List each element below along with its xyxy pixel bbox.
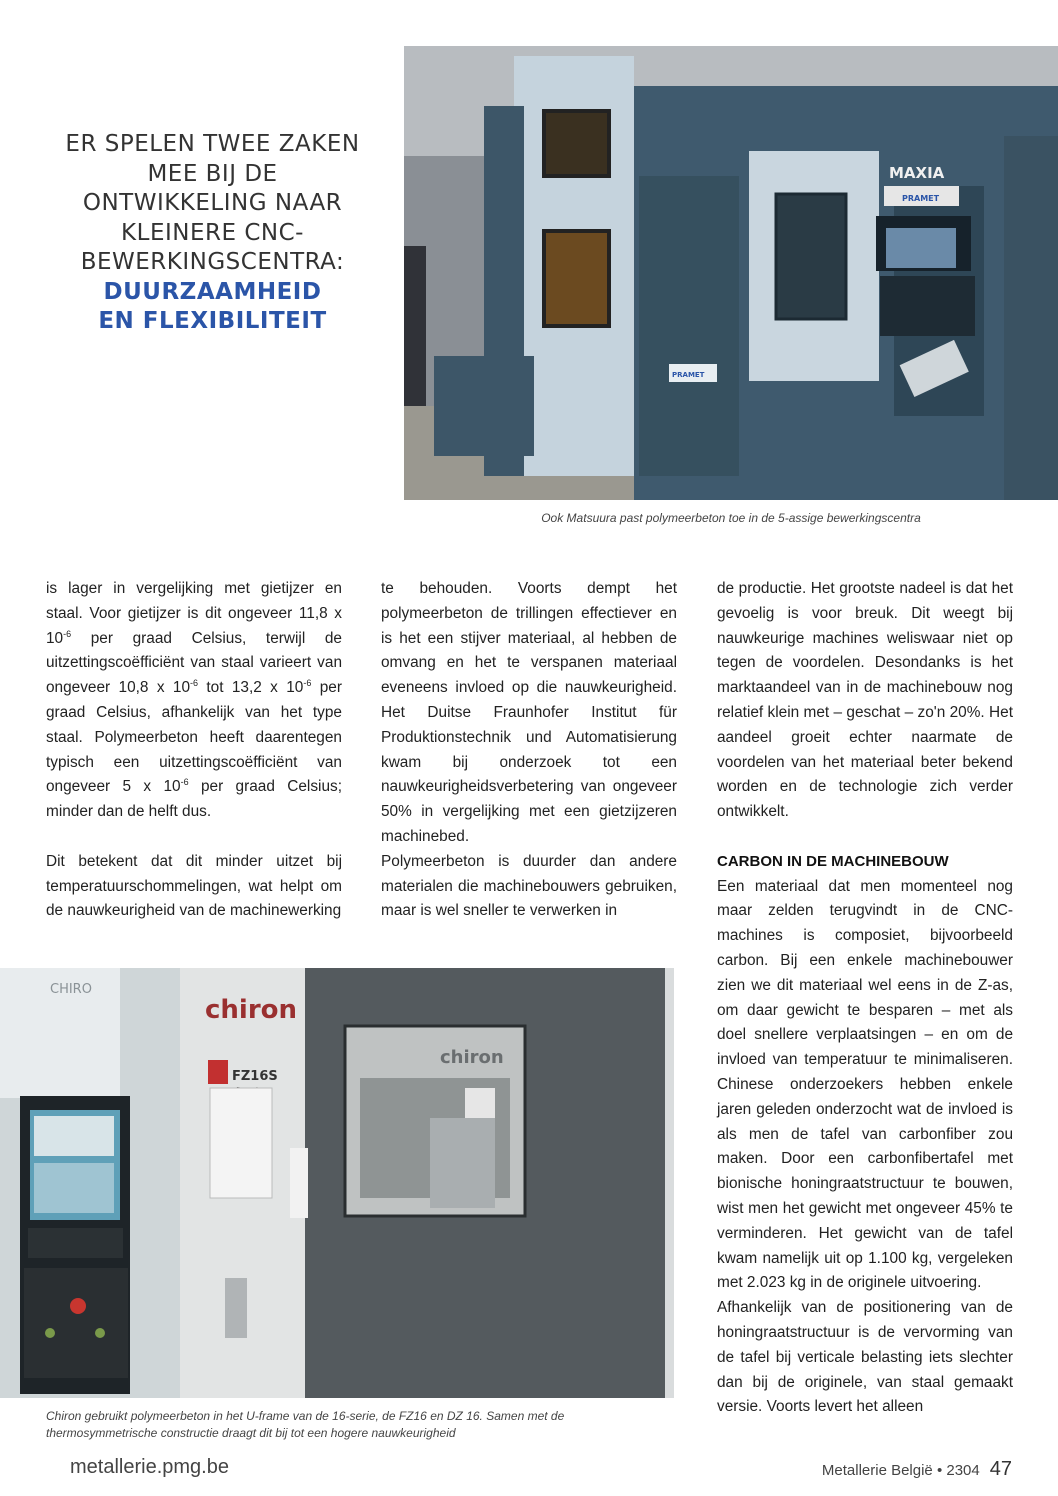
pull-quote-accent: DUURZAAMHEID xyxy=(103,278,322,305)
model-label: FZ16S xyxy=(232,1069,278,1084)
pull-quote-line: KLEINERE CNC- xyxy=(121,219,304,246)
pull-quote-line: BEWERKINGSCENTRA: xyxy=(80,249,345,275)
footer-issue xyxy=(822,1458,1012,1481)
text-column-1 xyxy=(46,577,342,924)
photo-caption: Ook Matsuura past polymeerbeton toe in de 5-assige bewerkingscentra xyxy=(541,511,921,525)
body-paragraph: te behouden. Voorts dempt het polymeerbeton de trillingen effectiever en is het een stijver materiaal, al hebben de omvang en het te verspanen materiaal eveneens invloed op die nauwkeurigheid. Het Duitse Fraunhofer Institut für Produktionstechnik und Automatisierung kwam bij onderzoek tot een nauwkeurigheidsverbetering van ongeveer 50% in vergelijking met een gietzijzeren machinebed. xyxy=(381,580,677,845)
wall-text: CHIRO xyxy=(50,982,92,997)
matsuura-machine-photo xyxy=(404,46,1058,500)
body-paragraph: Polymeerbeton is duurder dan andere materialen die machinebouwers gebruiken, maar is wel sneller te verwerken in xyxy=(381,852,677,920)
body-paragraph: de productie. Het grootste nadeel is dat het gevoelig is voor breuk. Dit weegt bij nauwkeurige machines weliswaar niet op tegen de voordelen. Desondanks is het marktaandeel van in de machinebouw nog relatief klein met – geschat – zo'n 20%. Het aandeel groeit echter naarmate de voordelen van het materiaal beter bekend worden en de technologie zich verder ontwikkelt. xyxy=(717,580,1013,821)
body-paragraph: Een materiaal dat men momenteel nog maar zelden terugvindt in de CNC-machines is composiet, bijvoorbeeld carbon. Bij een enkele machinebouwer zien we dit materiaal wel eens in de Z-as, om daar gewicht te besparen – met als doel snellere verplaatsingen – en om de invloed van temperatuur te minimaliseren. Chinese onderzoekers hebben enkele jaren geleden onderzocht wat de invloed is als men de tafel van carbonfiber zou maken. Door een carbonfibertafel met bionische honingraatstructuur te bouwen, wist men het gewicht met ongeveer 45% te verminderen. Het gewicht van de tafel kwam namelijk uit op 1.100 kg, vergeleken met 2.023 kg in de originele uitvoering. xyxy=(717,877,1013,1292)
pull-quote-line: ONTWIKKELING NAAR xyxy=(82,190,343,216)
pull-quote-accent: EN FLEXIBILITEIT xyxy=(98,308,327,334)
section-heading: CARBON IN DE MACHINEBOUW xyxy=(717,852,949,870)
chiron-machine-photo xyxy=(0,968,674,1398)
issue-label: Metallerie België • 2304 xyxy=(821,1462,980,1479)
machine-brand-label: MAXIA xyxy=(889,164,945,182)
pull-quote-line: ER SPELEN TWEE ZAKEN xyxy=(65,131,360,157)
text-column-2 xyxy=(381,577,677,924)
body-paragraph: Dit betekent dat dit minder uitzet bij temperatuurschommelingen, wat helpt om de nauwkeurigheid van de machinewerking xyxy=(46,852,342,920)
machine-sticker-label: PRAMET xyxy=(902,194,940,203)
machine-sticker-label: PRAMET xyxy=(672,371,705,379)
chiron-logo: chiron xyxy=(205,995,298,1025)
pull-quote xyxy=(40,130,385,337)
window-brand-label: chiron xyxy=(440,1047,504,1068)
photo-caption: Chiron gebruikt polymeerbeton in het U-frame van de 16-serie, de FZ16 en DZ 16. Samen met de thermosymmetrische constructie draagt dit bij tot een hogere nauwkeurigheid xyxy=(46,1409,565,1440)
page-number: 47 xyxy=(989,1458,1012,1480)
footer-website[interactable]: metallerie.pmg.be xyxy=(70,1456,229,1478)
body-paragraph: Afhankelijk van de positionering van de honingraatstructuur is de vervorming van de tafel bij verticale belasting iets slechter dan bij de originele, van staal gemaakt versie. Voorts levert het alleen xyxy=(717,1299,1013,1416)
pull-quote-line: MEE BIJ DE xyxy=(147,160,278,187)
text-column-3 xyxy=(717,577,1013,1420)
body-paragraph: is lager in vergelijking met gietijzer en staal. Voor gietijzer is dit ongeveer 11,8 x $10^{-6}$ per graad Celsius, terwijl de uitzettingscoëfficiënt van staal varieert van ongeveer 10,8 x $10^{-6}$ tot 13,2 x $10^{-6}$ per graad Celsius, afhankelijk van het type staal. Polymeerbeton heeft daarentegen typisch een uitzettingscoëfficiënt van ongeveer 5 x $10^{-6}$ per graad Celsius; minder dan de helft dus. xyxy=(46,580,342,821)
